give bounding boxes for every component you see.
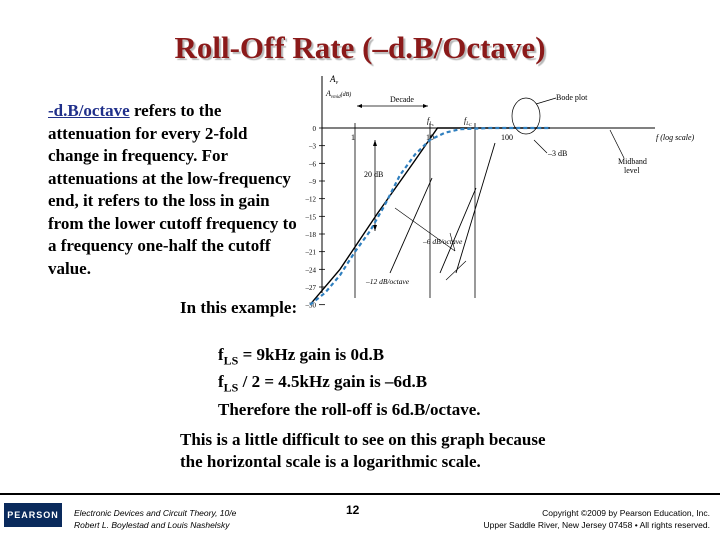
calculation-block xyxy=(218,344,481,420)
book-title: Electronic Devices and Circuit Theory, 10/e xyxy=(74,508,237,518)
x-tick-label: 1 xyxy=(351,133,355,142)
slope-6-line-a xyxy=(390,178,432,273)
definition-rest: refers to the attenuation for every 2-fold change in frequency. For attenuations at the low-frequency end, it refers to the loss in gain from the lower cutoff frequency to a frequency one-half the cutoff value. xyxy=(48,101,297,278)
copyright-line-1: Copyright ©2009 by Pearson Education, Inc. xyxy=(542,508,710,518)
y-tick-label: –30 xyxy=(305,301,316,310)
calc-line-1: $f_{LS} = 9kHz$ gain is 0d.B xyxy=(218,345,385,368)
book-authors: Robert L. Boylestad and Louis Nashelsky xyxy=(74,520,230,530)
bode-plot-label: Bode plot xyxy=(556,93,588,102)
y-tick-label: –18 xyxy=(305,231,316,239)
slope-6-label: –6 dB/octave xyxy=(423,237,463,246)
term-db-octave: -d.B/octave xyxy=(48,101,130,120)
footer-copyright xyxy=(484,507,710,531)
y-tick-label: –12 xyxy=(305,195,316,204)
note-line-2: the horizontal scale is a logarithmic scale. xyxy=(180,452,481,471)
example-label: In this example: xyxy=(180,298,298,317)
slide-title: Roll-Off Rate (–d.B/Octave) xyxy=(174,30,546,65)
page-number: 12 xyxy=(346,503,360,517)
copyright-line-2: Upper Saddle River, New Jersey 07458 • All rights reserved. xyxy=(483,520,710,530)
slope-12-label: –12 dB/octave xyxy=(366,277,410,286)
bode-plot-chart xyxy=(300,68,695,310)
midband-label: Midband xyxy=(618,157,647,166)
note-text xyxy=(180,429,546,473)
db20-label: 20 dB xyxy=(364,170,384,179)
y-tick-label: –6 xyxy=(309,160,316,169)
y-tick-label: –15 xyxy=(305,213,316,222)
minus3-label: –3 dB xyxy=(548,149,568,158)
decade-label: Decade xyxy=(390,95,414,104)
calc-line-3: Therefore the roll-off is 6d.B/octave. xyxy=(218,399,481,419)
x-tick-label: 100 xyxy=(501,133,513,142)
midband-level-label: level xyxy=(624,166,640,175)
footer-book-info xyxy=(74,507,236,531)
y-tick-label: –27 xyxy=(305,284,316,292)
y-tick-label: –24 xyxy=(305,266,316,275)
definition-text xyxy=(48,100,298,280)
x-tick-label: 10 xyxy=(426,133,434,142)
flc-label: $f_LC$ xyxy=(464,116,472,127)
y-axis-main-label: $A_{vmid}^{(dB)}$ xyxy=(326,89,352,100)
slope-12-line xyxy=(456,143,495,273)
y-tick-label: 0 xyxy=(312,125,316,133)
y-tick-label: –3 xyxy=(309,142,316,151)
y-tick-label: –21 xyxy=(305,248,316,257)
footer-divider xyxy=(0,493,720,495)
publisher-logo: PEARSON xyxy=(4,503,62,527)
calc-line-2: $f_{LS} / 2 = 4.5kHz$ gain is –6d.B xyxy=(218,372,428,395)
slope-6-line-b xyxy=(440,188,476,273)
x-axis-label: f (log scale) xyxy=(656,133,695,142)
note-line-1: This is a little difficult to see on this graph because xyxy=(180,430,546,449)
fls-label: $f_Ls$ xyxy=(427,116,434,127)
y-axis-top-label: $A_v$ xyxy=(330,74,339,86)
y-tick-label: –9 xyxy=(309,178,316,186)
